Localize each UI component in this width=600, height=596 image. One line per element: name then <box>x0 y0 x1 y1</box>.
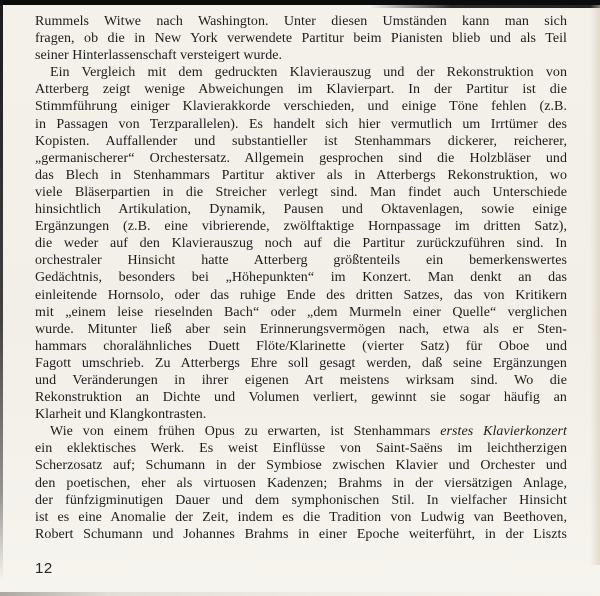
text-segment: hammars choralähnliches Duett Flöte/Klarinette (vierter Satz) für Oboe und <box>35 338 567 354</box>
text-line <box>35 321 567 338</box>
text-line <box>35 269 567 286</box>
scan-left-edge <box>0 0 3 580</box>
italic-text-segment: erstes Klavierkonzert <box>440 424 567 440</box>
text-segment: Wie von einem frühen Opus zu erwarten, ist Stenhammars <box>50 424 441 440</box>
text-line <box>35 338 567 355</box>
text-line <box>35 98 567 115</box>
page-number: 12 <box>35 560 53 577</box>
text-segment: Scherzosatz auf; Schumann in der Symbiose zwischen Klavier und Orchester und <box>35 458 567 474</box>
text-segment: orchestraler Hinsicht hatte Atterberg größtenteils ein bemerkenswertes <box>35 253 567 269</box>
body-text <box>35 13 567 543</box>
text-line <box>35 218 567 235</box>
text-line <box>35 30 567 47</box>
text-segment: fragen, ob die in New York verwendete Partitur beim Pianisten blieb und als Teil <box>35 31 567 47</box>
text-segment: und Veränderungen in ihrer eigenen Art meistens wirksam sind. Wo die <box>35 372 567 388</box>
text-line <box>35 252 567 269</box>
text-line <box>35 389 567 406</box>
text-line <box>35 509 567 526</box>
scan-right-edge <box>590 5 600 565</box>
text-segment: hinsichtlich Artikulation, Dynamik, Pausen und Oktavenlagen, sowie einige <box>35 202 567 218</box>
text-line <box>35 235 567 252</box>
text-segment: ist es eine Anomalie der Zeit, indem es die Tradition von Ludwig van Beethoven, <box>35 509 567 525</box>
text-line <box>35 355 567 372</box>
text-line <box>35 457 567 474</box>
text-segment: das Blech in Stenhammars Partitur aktiver als in Atterbergs Rekonstruktion, wo <box>35 167 567 183</box>
text-segment: Klarheit und Klangkontrasten. <box>35 407 207 423</box>
text-segment: wurde. Mitunter ließ aber sein Erinnerungsvermögen nach, etwa als er Sten- <box>35 321 567 337</box>
text-segment: seiner Hinterlassenschaft versteigert wurde. <box>35 48 283 64</box>
text-segment: viele Bläserpartien in die Streicher verlegt sind. Man findet auch Unterschiede <box>35 184 567 200</box>
text-segment: „germanischerer“ Orchestersatz. Allgemein gesprochen sind die Holzbläser und <box>35 150 567 166</box>
text-segment: den poetischen, eher als virtuosen Kadenzen; Brahms in der viersätzigen Anlage, <box>35 475 567 491</box>
text-line <box>35 287 567 304</box>
text-line <box>35 372 567 389</box>
text-segment: Gedächtnis, besonders bei „Höhepunkten“ im Konzert. Man denkt an das <box>35 270 567 286</box>
text-line <box>35 13 567 30</box>
text-segment: Rummels Witwe nach Washington. Unter diesen Umständen kann man sich <box>35 14 567 29</box>
text-line <box>35 423 567 440</box>
text-line <box>35 475 567 492</box>
text-segment: ein eklektisches Werk. Es weist Einflüsse von Saint-Saëns im leichtherzigen <box>35 441 567 457</box>
text-line <box>35 133 567 150</box>
text-segment: einleitende Hornsolo, oder das ruhige Ende des dritten Satzes, das von Kritikern <box>35 287 567 303</box>
text-line <box>35 47 567 64</box>
text-segment: Kopisten. Auffallender und substantieller ist Stenhammars dickerer, reicherer, <box>35 133 567 149</box>
text-line <box>35 440 567 457</box>
scan-bottom-edge <box>0 592 600 596</box>
text-segment: die weder auf den Klavierauszug noch auf die Partitur zurückzuführen sind. In <box>35 236 567 252</box>
text-segment: Fagott umschrieb. Zu Atterbergs Ehre soll gesagt werden, daß seine Ergänzungen <box>35 355 567 371</box>
text-line <box>35 64 567 81</box>
text-segment: mit „einem leise rieselnden Bach“ oder „dem Murmeln einer Quelle“ verglichen <box>35 304 567 320</box>
text-segment: Robert Schumann und Johannes Brahms in einer Epoche weiterführt, in der Liszts <box>35 526 567 542</box>
text-segment: Ein Vergleich mit dem gedruckten Klavierauszug und der Rekonstruktion von <box>50 65 567 81</box>
text-segment: Ergänzungen (z.B. eine vibrierende, zwölftaktige Hornpassage im dritten Satz), <box>35 219 567 235</box>
text-segment: Rekonstruktion an Dichte und Volumen verliert, gewinnt sie sogar häufig an <box>35 390 567 406</box>
text-segment: der fünfzigminutigen Dauer und dem symphonischen Stil. In vielfacher Hinsicht <box>35 492 567 508</box>
scan-top-edge <box>0 0 600 5</box>
text-line <box>35 526 567 543</box>
text-segment: Stimmführung einiger Klavierakkorde verschieden, und einige Töne fehlen (z.B. <box>35 99 567 115</box>
text-line <box>35 406 567 423</box>
text-line <box>35 201 567 218</box>
text-line <box>35 184 567 201</box>
text-segment: Atterberg zeigt wenige Abweichungen im Klavierpart. In der Partitur ist die <box>35 82 567 98</box>
text-line <box>35 304 567 321</box>
text-line <box>35 81 567 98</box>
text-line <box>35 167 567 184</box>
text-line <box>35 116 567 133</box>
text-line <box>35 150 567 167</box>
text-segment: in Passagen von Terzparallelen). Es handelt sich hier vermutlich um Irrtümer des <box>35 116 567 132</box>
text-line <box>35 492 567 509</box>
